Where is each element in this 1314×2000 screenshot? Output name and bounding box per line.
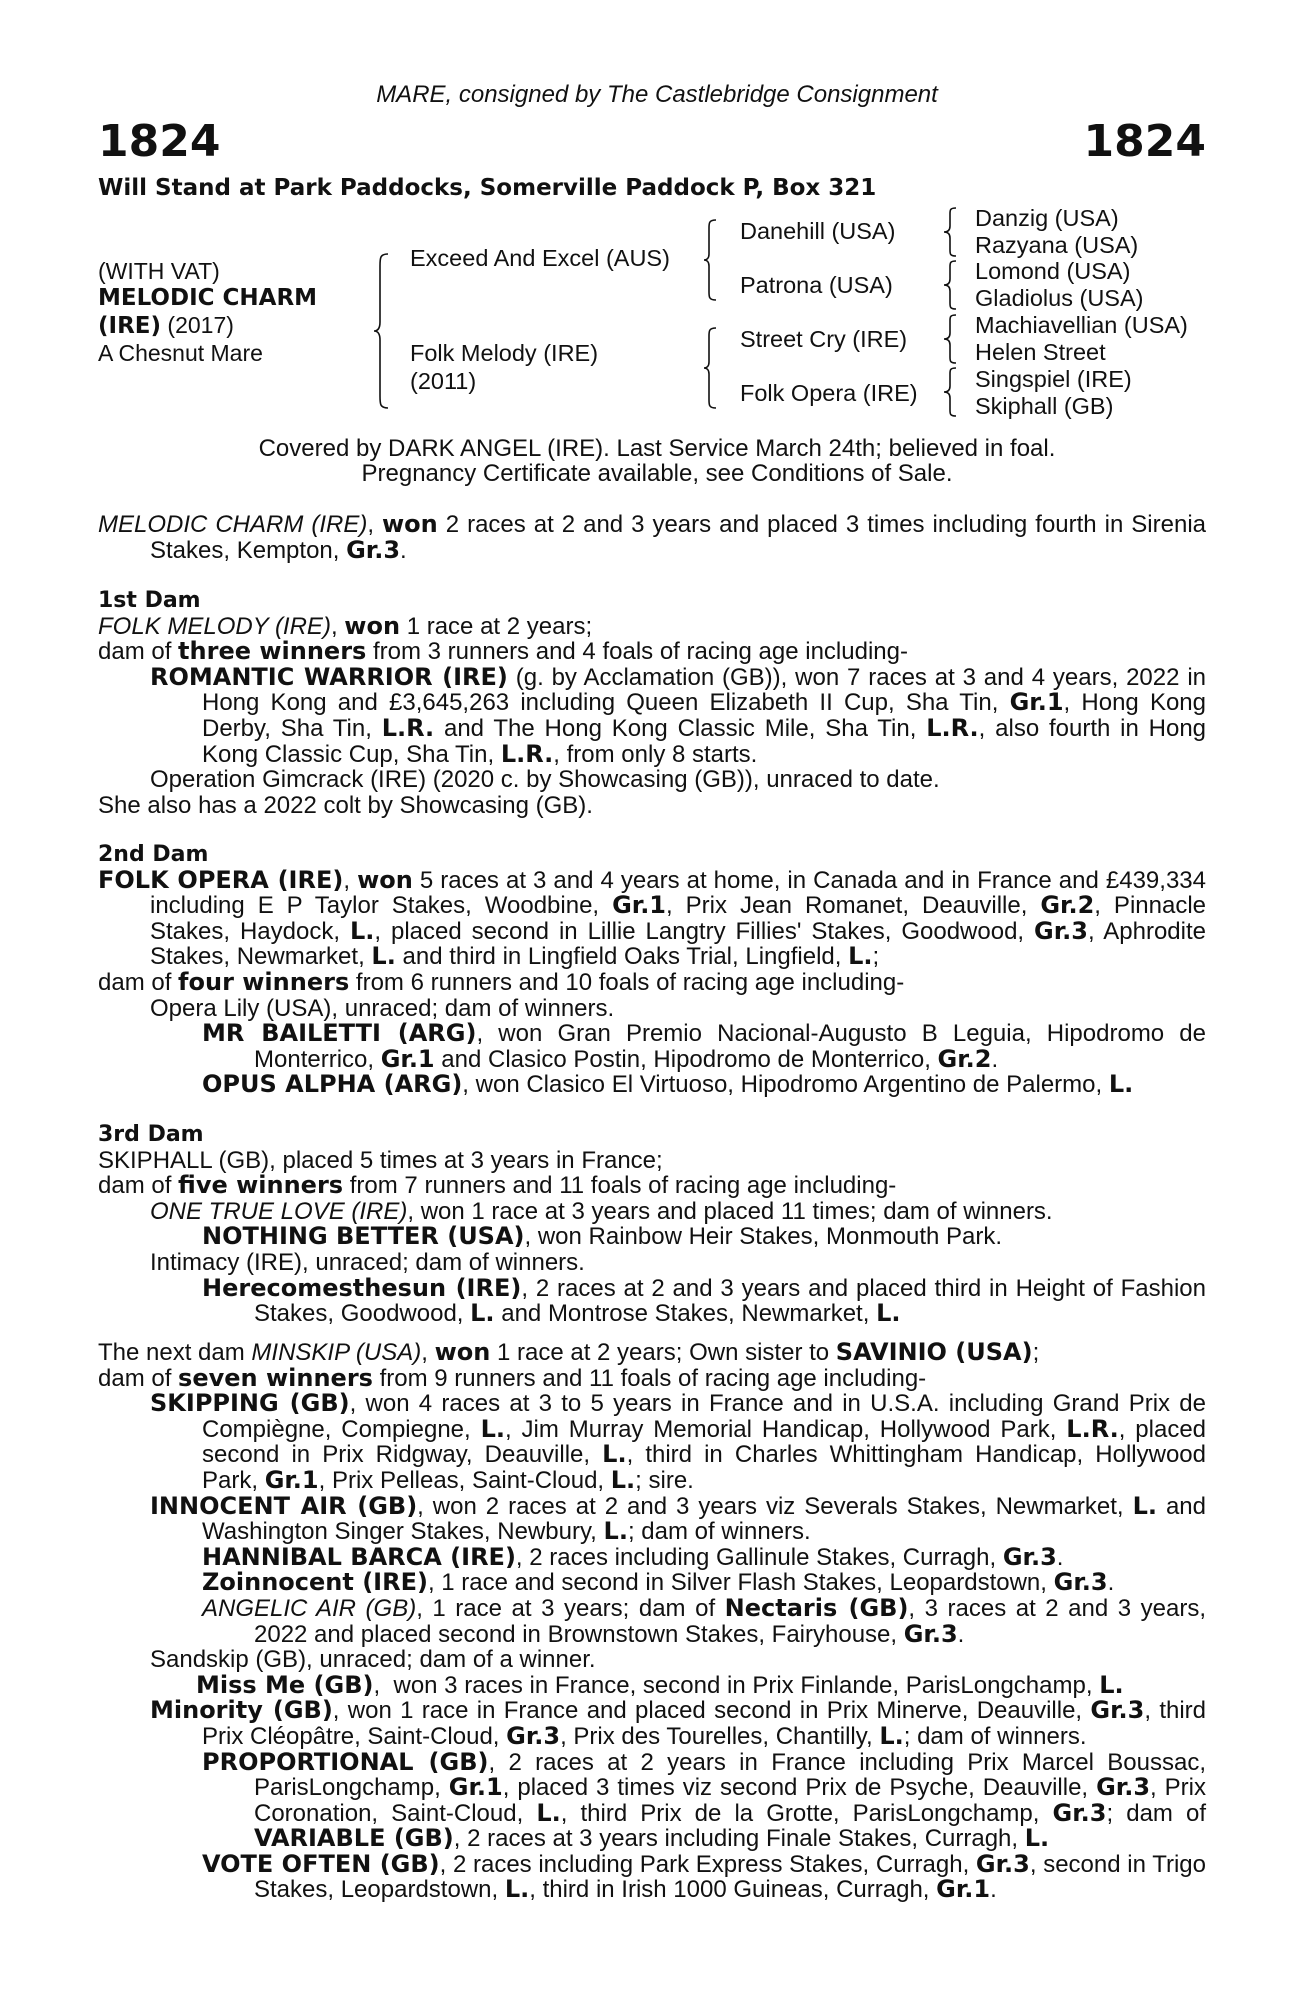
produce-hannibal-barca: HANNIBAL BARCA (IRE), 2 races including Gallinule Stakes, Curragh, Gr.3. bbox=[202, 1542, 1064, 1571]
stand-location: Will Stand at Park Paddocks, Somerville Paddock P, Box 321 bbox=[98, 175, 877, 201]
produce-proportional: PROPORTIONAL (GB), 2 races at 2 years in France including Prix Marcel Boussac, ParisLongchamp, Gr.1, placed 3 times viz second Prix de Psyche, Deauville, Gr.3, Prix Coronation, Saint-Cloud, L., third Prix de la Grotte, ParisLongchamp, Gr.3; dam of VARIABLE (GB), 2 races at 3 years including Finale Stakes, Curragh, L. bbox=[202, 1747, 1207, 1853]
horse-name: MELODIC CHARM bbox=[98, 285, 318, 311]
pedigree-g3-4: Gladiolus (USA) bbox=[975, 285, 1144, 311]
produce-romantic-warrior: ROMANTIC WARRIOR (IRE) (g. by Acclamation (GB)), won 7 races at 3 and 4 years, 2022 in Hong Kong and £3,645,263 including Queen Elizabeth II Cup, Sha Tin, Gr.1, Hong Kong Derby, Sha Tin, L.R. and The Hong Kong Classic Mile, Sha Tin, L.R., also fourth in Hong Kong Classic Cup, Sha Tin, L.R., from only 8 starts. bbox=[150, 662, 1207, 768]
lot-number-right: 1824 bbox=[1083, 116, 1206, 167]
produce-intimacy: Intimacy (IRE), unraced; dam of winners. bbox=[150, 1248, 585, 1276]
pedigree-brace-sd bbox=[942, 259, 960, 311]
first-dam-heading: 1st Dam bbox=[98, 588, 201, 613]
horse-description: A Chesnut Mare bbox=[98, 340, 263, 366]
pedigree-brace-dam bbox=[702, 326, 720, 410]
produce-angelic-air: ANGELIC AIR (GB), 1 race at 3 years; dam of Nectaris (GB), 3 races at 2 and 3 years, 2022 and placed second in Brownstown Stakes, Fairyhouse, Gr.3. bbox=[202, 1593, 1206, 1648]
first-dam-produce: dam of three winners from 3 runners and 4 foals of racing age including- bbox=[98, 637, 908, 666]
produce-herecomesthesun: Herecomesthesun (IRE), 2 races at 2 and 3 years and placed third in Height of Fashion Stakes, Goodwood, L. and Montrose Stakes, Newmarket, L. bbox=[202, 1273, 1207, 1328]
pedigree-g3-5: Machiavellian (USA) bbox=[975, 312, 1188, 338]
pedigree-brace-sire bbox=[702, 218, 720, 302]
produce-zoinnocent: Zoinnocent (IRE), 1 race and second in Silver Flash Stakes, Leopardstown, Gr.3. bbox=[202, 1568, 1115, 1597]
produce-mr-bailetti: MR BAILETTI (ARG), won Gran Premio Nacional-Augusto B Leguia, Hipodromo de Monterrico, Gr.1 and Clasico Postin, Hipodromo de Monterrico, Gr.2. bbox=[202, 1019, 1207, 1073]
third-dam-produce: dam of five winners from 7 runners and 11 foals of racing age including- bbox=[98, 1171, 897, 1200]
pedigree-sire-dam: Patrona (USA) bbox=[740, 272, 893, 298]
pedigree-dam: Folk Melody (IRE) bbox=[410, 340, 599, 366]
third-dam-heading: 3rd Dam bbox=[98, 1122, 204, 1147]
first-dam-colt: She also has a 2022 colt by Showcasing (GB). bbox=[98, 791, 593, 819]
first-dam-section bbox=[98, 588, 1206, 818]
horse-country: (IRE) bbox=[98, 313, 162, 339]
produce-nothing-better: NOTHING BETTER (USA), won Rainbow Heir Stakes, Monmouth Park. bbox=[202, 1222, 1003, 1251]
first-dam-line: FOLK MELODY (IRE), won 1 race at 2 years; bbox=[98, 611, 593, 640]
produce-miss-me: Miss Me (GB), won 3 races in France, second in Prix Finlande, ParisLongchamp, L. bbox=[196, 1670, 1124, 1699]
covered-line-2: Pregnancy Certificate available, see Conditions of Sale. bbox=[361, 460, 953, 487]
pedigree-g3-3: Lomond (USA) bbox=[975, 258, 1131, 284]
covered-line-1: Covered by DARK ANGEL (IRE). Last Service March 24th; believed in foal. bbox=[258, 435, 1056, 462]
produce-opera-lily: Opera Lily (USA), unraced; dam of winners. bbox=[150, 994, 615, 1022]
pedigree-brace-ss bbox=[942, 206, 960, 258]
next-dam-section bbox=[98, 1340, 1206, 1903]
second-dam-produce: dam of four winners from 6 runners and 10 foals of racing age including- bbox=[98, 967, 905, 996]
third-dam-line: SKIPHALL (GB), placed 5 times at 3 years in France; bbox=[98, 1146, 663, 1174]
pedigree-dam-dam: Folk Opera (IRE) bbox=[740, 380, 918, 406]
race-record bbox=[98, 512, 1206, 563]
vat-note: (WITH VAT) bbox=[98, 258, 220, 284]
race-record-text: MELODIC CHARM (IRE), won 2 races at 2 and 3 years and placed 3 times including fourth in Sirenia Stakes, Kempton, Gr.3. bbox=[98, 510, 1207, 564]
second-dam-section bbox=[98, 842, 1206, 1098]
third-dam-section bbox=[98, 1122, 1206, 1327]
pedigree-g3-8: Skiphall (GB) bbox=[975, 393, 1114, 419]
produce-operation-gimcrack: Operation Gimcrack (IRE) (2020 c. by Showcasing (GB)), unraced to date. bbox=[150, 766, 940, 794]
horse-year: (2017) bbox=[161, 312, 234, 338]
pedigree-dam-sire: Street Cry (IRE) bbox=[740, 326, 908, 352]
pedigree-g3-2: Razyana (USA) bbox=[975, 232, 1139, 258]
produce-opus-alpha: OPUS ALPHA (ARG), won Clasico El Virtuoso, Hipodromo Argentino de Palermo, L. bbox=[202, 1070, 1134, 1099]
produce-sandskip: Sandskip (GB), unraced; dam of a winner. bbox=[150, 1646, 596, 1674]
pedigree-g3-7: Singspiel (IRE) bbox=[975, 366, 1132, 392]
pedigree-g3-1: Danzig (USA) bbox=[975, 205, 1119, 231]
pedigree-g3-6: Helen Street bbox=[975, 339, 1106, 365]
pedigree-brace-dd bbox=[942, 366, 960, 418]
next-dam-line: The next dam MINSKIP (USA), won 1 race at 2 years; Own sister to SAVINIO (USA); bbox=[98, 1338, 1040, 1366]
second-dam-heading: 2nd Dam bbox=[98, 842, 209, 867]
second-dam-line: FOLK OPERA (IRE), won 5 races at 3 and 4 years at home, in Canada and in France and £439,334 including E P Taylor Stakes, Woodbine, Gr.1, Prix Jean Romanet, Deauville, Gr.2, Pinnacle Stakes, Haydock, L., placed second in Lillie Langtry Fillies' Stakes, Goodwood, Gr.3, Aphrodite Stakes, Newmarket, L. and third in Lingfield Oaks Trial, Lingfield, L.; bbox=[98, 865, 1207, 971]
produce-one-true-love: ONE TRUE LOVE (IRE), won 1 race at 3 years and placed 11 times; dam of winners. bbox=[150, 1197, 1053, 1225]
pedigree-brace-ds bbox=[942, 313, 960, 365]
produce-minority: Minority (GB), won 1 race in France and placed second in Prix Minerve, Deauville, Gr.3, third Prix Cléopâtre, Saint-Cloud, Gr.3, Prix des Tourelles, Chantilly, L.; dam of winners. bbox=[150, 1696, 1207, 1750]
lot-number-left: 1824 bbox=[98, 116, 221, 167]
produce-vote-often: VOTE OFTEN (GB), 2 races including Park Express Stakes, Curragh, Gr.3, second in Trigo Stakes, Leopardstown, L., third in Irish 1000 Guineas, Curragh, Gr.1. bbox=[202, 1849, 1206, 1904]
pedigree-sire-sire: Danehill (USA) bbox=[740, 218, 896, 244]
pedigree-sire: Exceed And Excel (AUS) bbox=[410, 245, 670, 271]
pedigree-dam-year: (2011) bbox=[410, 368, 477, 394]
subject-block bbox=[98, 258, 317, 367]
produce-skipping: SKIPPING (GB), won 4 races at 3 to 5 years in France and in U.S.A. including Grand Prix de Compiègne, Compiegne, L., Jim Murray Memorial Handicap, Hollywood Park, L.R., placed second in Prix Ridgway, Deauville, L., third in Charles Whittingham Handicap, Hollywood Park, Gr.1, Prix Pelleas, Saint-Cloud, L.; sire. bbox=[150, 1389, 1207, 1494]
pedigree-brace-gen1 bbox=[372, 252, 392, 410]
consignment-header: MARE, consigned by The Castlebridge Consignment bbox=[376, 81, 938, 108]
produce-innocent-air: INNOCENT AIR (GB), won 2 races at 2 and 3 years viz Severals Stakes, Newmarket, L. and Washington Singer Stakes, Newbury, L.; dam of winners. bbox=[150, 1491, 1206, 1546]
next-dam-produce: dam of seven winners from 9 runners and 11 foals of racing age including- bbox=[98, 1363, 927, 1392]
